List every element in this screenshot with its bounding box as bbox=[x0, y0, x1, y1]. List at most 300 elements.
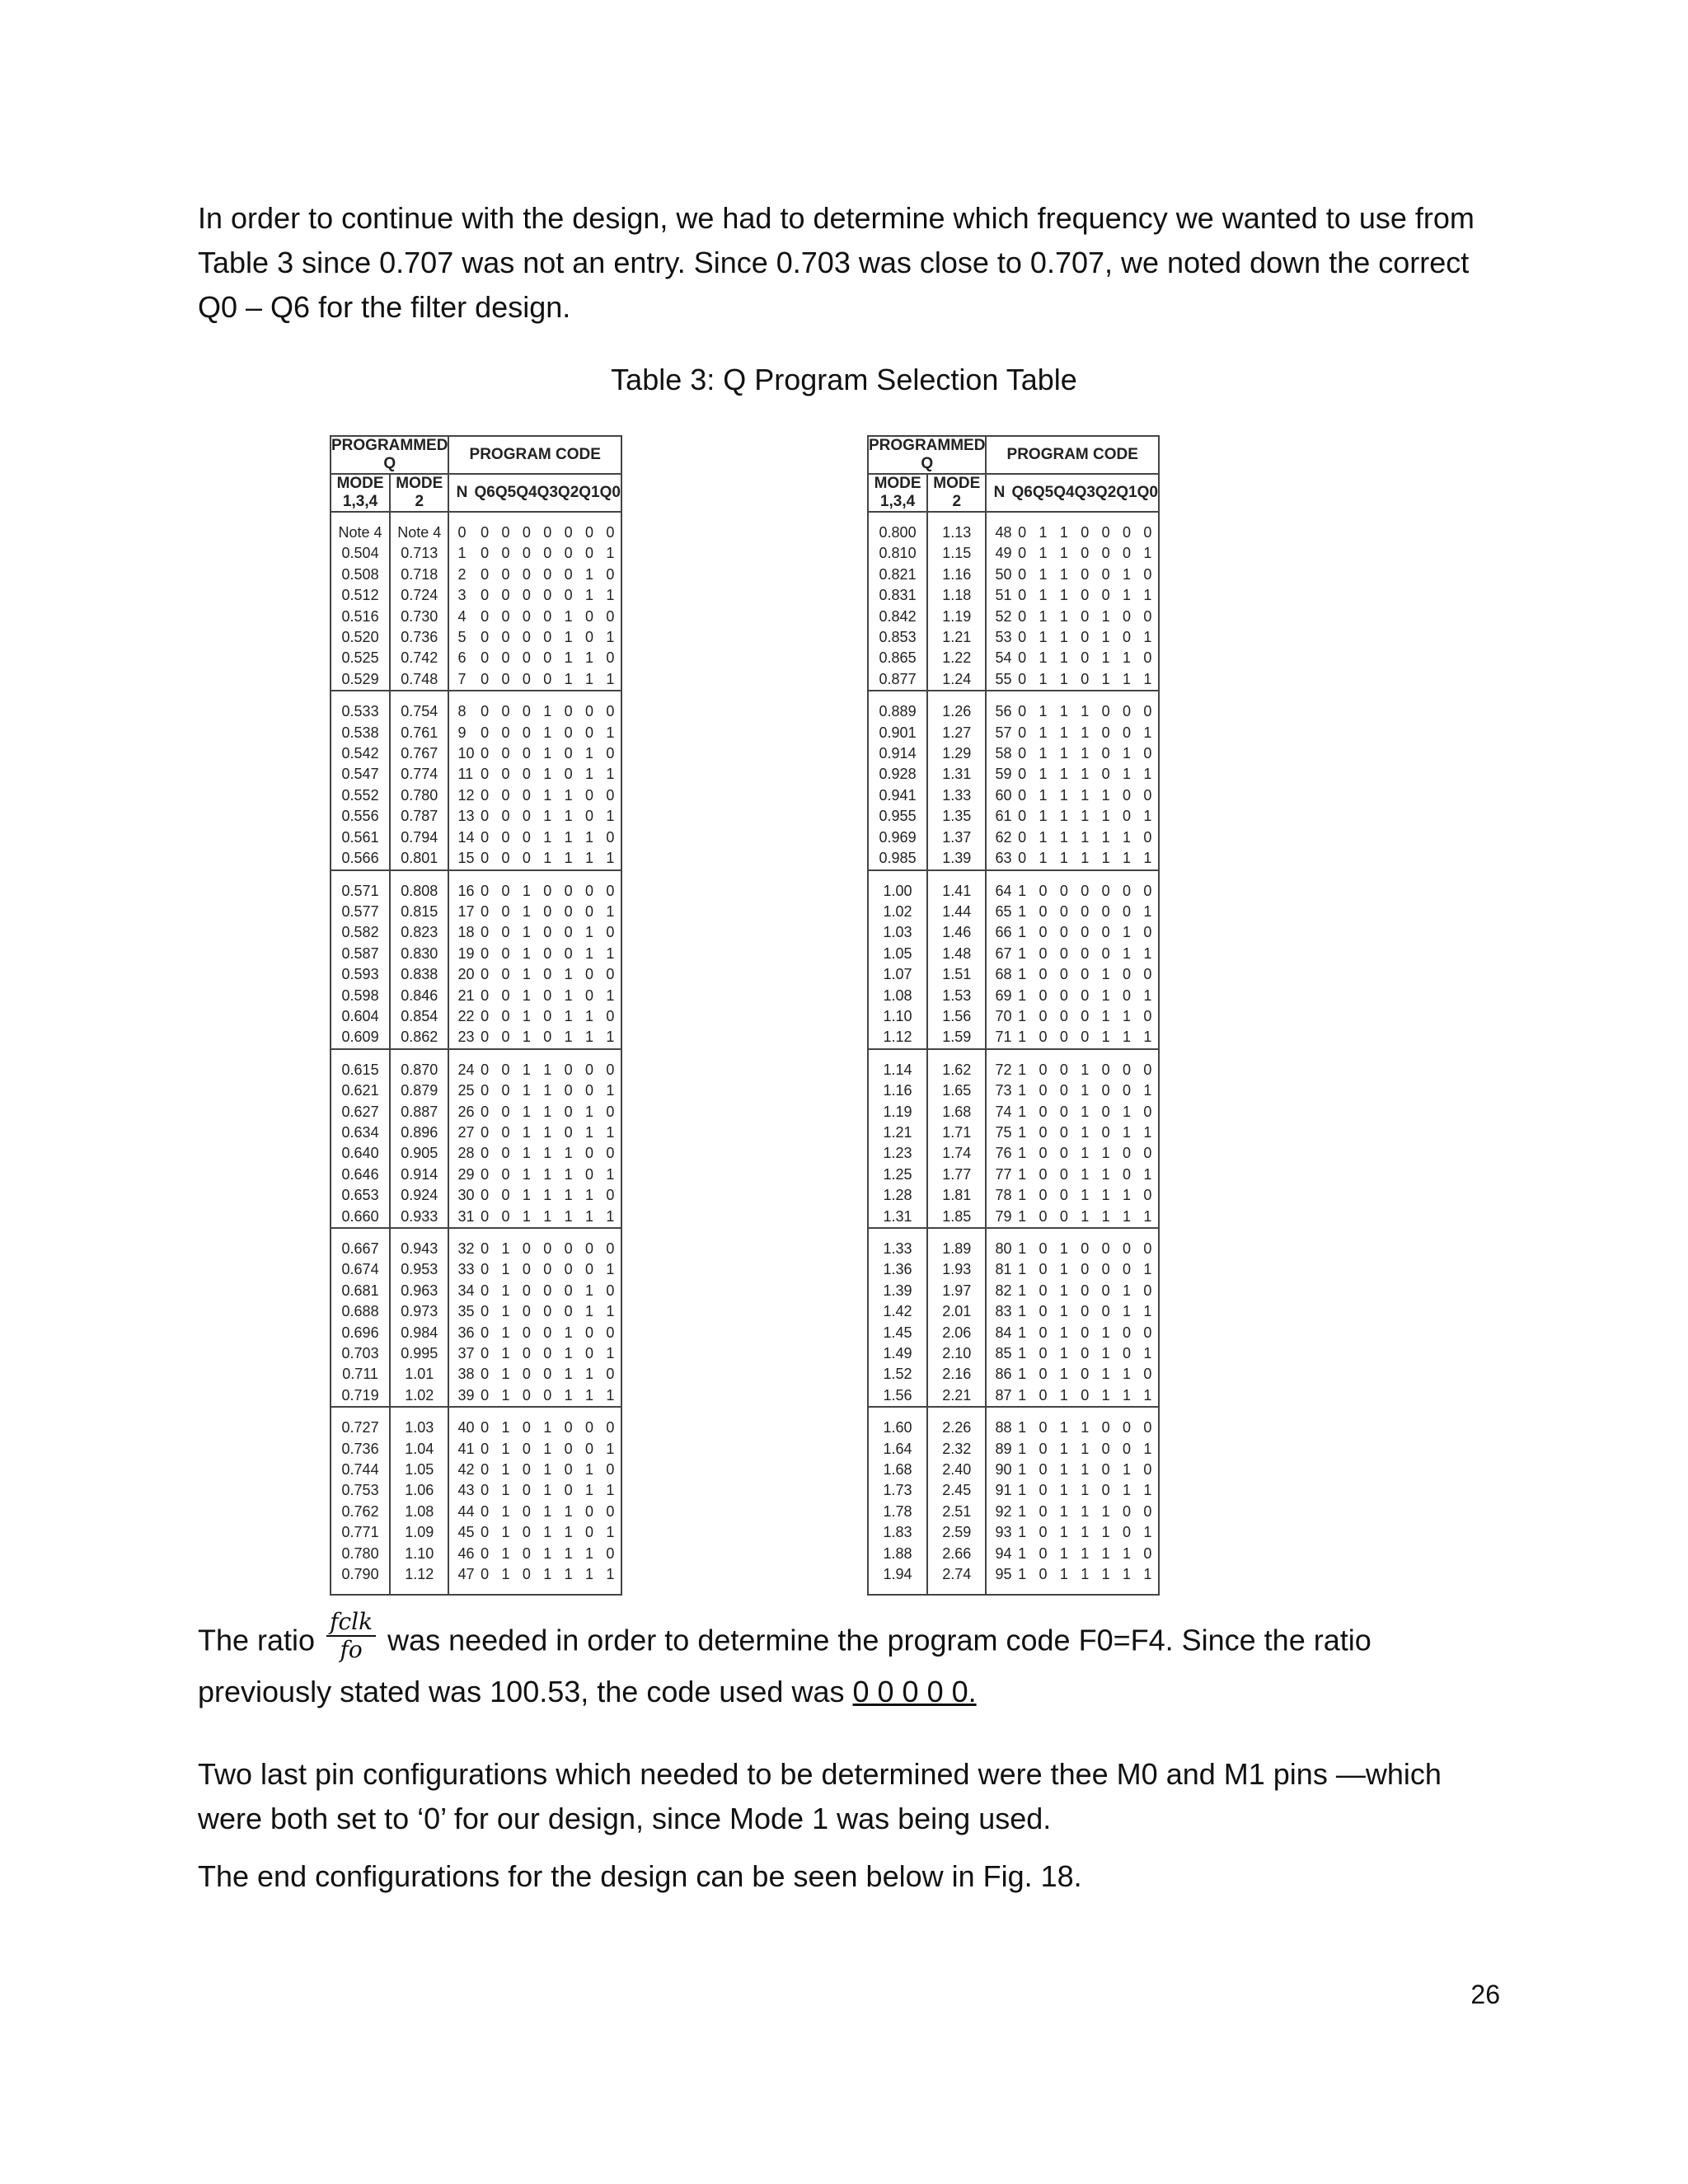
mode2-cell: 0.736 bbox=[390, 627, 448, 648]
q5-bit-cell: 0 bbox=[501, 745, 510, 762]
q6-bit-cell: 1 bbox=[1018, 1345, 1027, 1362]
q3-bit-cell: 0 bbox=[1081, 1303, 1090, 1320]
q4-bit-cell: 0 bbox=[1059, 1187, 1068, 1204]
q0-bit-cell: 1 bbox=[600, 627, 621, 648]
q4-bit-cell: 1 bbox=[522, 1145, 531, 1162]
mode2-cell: 1.62 bbox=[927, 1049, 986, 1080]
mode2-cell: 0.808 bbox=[390, 870, 448, 902]
q3-bit-cell: 1 bbox=[1081, 1187, 1090, 1204]
q4-bit-cell: 1 bbox=[1053, 1407, 1074, 1438]
q1-bit-cell: 0 bbox=[584, 1324, 593, 1341]
q1-bit-cell: 0 bbox=[1122, 1345, 1131, 1362]
n-cell: 71 bbox=[995, 1029, 1012, 1046]
q0-bit-cell: 1 bbox=[600, 764, 621, 785]
table-row bbox=[868, 806, 1159, 827]
q3-bit-cell: 1 bbox=[1081, 1461, 1090, 1479]
mode2-cell: 0.933 bbox=[390, 1207, 448, 1228]
n-cell: 34 bbox=[457, 1282, 475, 1299]
mode2-cell: 2.21 bbox=[927, 1385, 986, 1407]
mode134-cell: 0.865 bbox=[868, 648, 927, 668]
q3-bit-cell: 0 bbox=[543, 649, 552, 667]
n-cell: 15 bbox=[457, 850, 475, 867]
table-row bbox=[868, 848, 1159, 869]
ratio-paragraph bbox=[198, 1608, 1500, 1668]
q3-bit-cell: 1 bbox=[1081, 1207, 1090, 1225]
mode2-cell: 2.32 bbox=[927, 1439, 986, 1460]
q3-bit-cell: 0 bbox=[1081, 649, 1090, 667]
table-row bbox=[331, 1544, 621, 1564]
mode134-cell: 0.955 bbox=[868, 806, 927, 827]
q3-bit-cell: 1 bbox=[543, 1123, 552, 1141]
mode2-cell: 0.761 bbox=[390, 723, 448, 743]
q4-bit-cell: 1 bbox=[1053, 1564, 1074, 1594]
q3-bit-cell: 1 bbox=[1081, 1123, 1090, 1141]
mode2-cell: 0.754 bbox=[390, 691, 448, 722]
mode134-cell: 0.512 bbox=[331, 585, 390, 606]
mode134-cell: 1.14 bbox=[868, 1049, 927, 1080]
mode134-cell: 0.627 bbox=[331, 1102, 390, 1122]
mode2-cell: 0.905 bbox=[390, 1143, 448, 1164]
mode134-cell: 0.985 bbox=[868, 848, 927, 869]
q1-bit-cell: 1 bbox=[1122, 1007, 1131, 1024]
q0-bit-cell: 1 bbox=[600, 543, 621, 564]
mode134-cell: 0.640 bbox=[331, 1143, 390, 1164]
q3-bit-cell: 0 bbox=[1081, 1282, 1090, 1299]
n-cell: 51 bbox=[995, 587, 1012, 604]
q4-bit-cell: 0 bbox=[1059, 987, 1068, 1004]
q0-bit-cell: 1 bbox=[600, 986, 621, 1006]
q1-bit-cell: 1 bbox=[584, 1007, 593, 1024]
q4-bit-cell: 1 bbox=[1059, 766, 1068, 783]
q1-bit-cell: 0 bbox=[584, 1145, 593, 1162]
q4-bit-cell: 1 bbox=[1059, 587, 1068, 604]
mode134-cell: 0.504 bbox=[331, 543, 390, 564]
q6-bit-cell: 0 bbox=[481, 1366, 490, 1383]
q3-bit-cell: 1 bbox=[1081, 766, 1090, 783]
q5-bit-cell: 0 bbox=[1039, 1282, 1048, 1299]
q0-bit-cell: 0 bbox=[1137, 1049, 1159, 1080]
n-cell: 66 bbox=[995, 924, 1012, 941]
table-row bbox=[331, 1027, 621, 1048]
mode134-cell: 0.566 bbox=[331, 848, 390, 869]
q4-bit-cell: 1 bbox=[516, 870, 537, 902]
q4-bit-cell: 1 bbox=[1059, 724, 1068, 741]
q1-bit-cell: 0 bbox=[1122, 987, 1131, 1004]
q4-bit-cell: 0 bbox=[1059, 1029, 1068, 1046]
n-cell: 2 bbox=[457, 565, 467, 583]
table-row bbox=[868, 1228, 1159, 1259]
q3-bit-cell: 1 bbox=[1081, 1165, 1090, 1183]
n-cell: 40 bbox=[448, 1407, 474, 1438]
q3-bit-cell: 1 bbox=[1081, 745, 1090, 762]
q1-bit-cell: 1 bbox=[1122, 745, 1131, 762]
mode2-cell: 1.46 bbox=[927, 922, 986, 943]
q2-bit-cell: 1 bbox=[564, 786, 573, 804]
header-mode2: MODE 2 bbox=[927, 474, 986, 512]
q6-bit-cell: 0 bbox=[1018, 670, 1027, 687]
n-cell: 64 bbox=[986, 870, 1011, 902]
q1-bit-cell: 1 bbox=[584, 924, 593, 941]
q1-bit-cell: 1 bbox=[584, 1544, 593, 1562]
n-cell: 19 bbox=[457, 944, 475, 962]
mode134-cell: 0.646 bbox=[331, 1165, 390, 1185]
mode134-cell: 0.547 bbox=[331, 764, 390, 785]
mode134-cell: 1.10 bbox=[868, 1006, 927, 1027]
q2-bit-cell: 0 bbox=[564, 766, 573, 783]
q5-bit-cell: 0 bbox=[501, 1187, 510, 1204]
n-cell: 73 bbox=[995, 1082, 1012, 1099]
q1-bit-cell: 1 bbox=[1122, 828, 1131, 846]
q4-bit-cell: 0 bbox=[522, 607, 531, 625]
q5-bit-cell: 0 bbox=[501, 670, 510, 687]
q4-bit-cell: 0 bbox=[1059, 924, 1068, 941]
q4-bit-cell: 1 bbox=[1059, 850, 1068, 867]
q3-bit-cell: 0 bbox=[1081, 902, 1090, 920]
q5-bit-cell: 0 bbox=[1039, 1440, 1048, 1457]
n-cell: 33 bbox=[457, 1261, 475, 1278]
q6-bit-cell: 0 bbox=[481, 1145, 490, 1162]
table-row bbox=[331, 1301, 621, 1322]
n-cell: 92 bbox=[995, 1502, 1012, 1520]
q2-bit-cell: 0 bbox=[558, 1049, 579, 1080]
q6-bit-cell: 0 bbox=[481, 1440, 490, 1457]
q1-bit-cell: 0 bbox=[584, 629, 593, 646]
q5-bit-cell: 0 bbox=[1039, 966, 1048, 983]
q4-bit-cell: 0 bbox=[1059, 1082, 1068, 1099]
mode134-cell: 0.525 bbox=[331, 648, 390, 668]
q2-bit-cell: 0 bbox=[1101, 1440, 1110, 1457]
table-row bbox=[868, 1544, 1159, 1564]
q0-bit-cell: 0 bbox=[600, 1049, 621, 1080]
table-row bbox=[868, 1006, 1159, 1027]
table-row bbox=[868, 1080, 1159, 1101]
q6-bit-cell: 1 bbox=[1018, 924, 1027, 941]
q6-bit-cell: 1 bbox=[1018, 1524, 1027, 1541]
q4-bit-cell: 0 bbox=[1059, 1007, 1068, 1024]
q6-bit-cell: 1 bbox=[1018, 1261, 1027, 1278]
q3-bit-cell: 0 bbox=[1081, 987, 1090, 1004]
q4-bit-cell: 0 bbox=[1053, 870, 1074, 902]
mode134-cell: 0.877 bbox=[868, 669, 927, 691]
n-cell: 81 bbox=[995, 1261, 1012, 1278]
q1-bit-cell: 0 bbox=[1116, 691, 1137, 722]
q3-bit-cell: 1 bbox=[543, 1145, 552, 1162]
table-row bbox=[868, 1301, 1159, 1322]
mode134-cell: 1.16 bbox=[868, 1080, 927, 1101]
q2-bit-cell: 1 bbox=[1101, 1165, 1110, 1183]
q5-bit-cell: 0 bbox=[1039, 1029, 1048, 1046]
q5-bit-cell: 1 bbox=[501, 1461, 510, 1479]
mode2-cell: 1.10 bbox=[390, 1544, 448, 1564]
q1-bit-cell: 0 bbox=[584, 1502, 593, 1520]
mode134-cell: 1.03 bbox=[868, 922, 927, 943]
mode2-cell: 2.74 bbox=[927, 1564, 986, 1594]
q6-bit-cell: 1 bbox=[1018, 1366, 1027, 1383]
q5-bit-cell: 0 bbox=[1039, 1007, 1048, 1024]
table-row bbox=[331, 806, 621, 827]
q1-bit-cell: 1 bbox=[1122, 1303, 1131, 1320]
q3-bit-cell: 1 bbox=[543, 850, 552, 867]
table-row bbox=[331, 1207, 621, 1228]
q5-bit-cell: 1 bbox=[501, 1345, 510, 1362]
mode2-cell: 0.815 bbox=[390, 902, 448, 922]
q5-bit-cell: 0 bbox=[1039, 1386, 1048, 1404]
q2-bit-cell: 0 bbox=[1101, 745, 1110, 762]
q3-bit-cell: 1 bbox=[543, 1524, 552, 1541]
q5-bit-cell: 0 bbox=[501, 1029, 510, 1046]
q3-bit-cell: 0 bbox=[537, 870, 558, 902]
q0-bit-cell: 0 bbox=[1137, 1544, 1159, 1564]
q2-bit-cell: 1 bbox=[564, 1544, 573, 1562]
q1-bit-cell: 0 bbox=[1122, 1165, 1131, 1183]
q2-bit-cell: 0 bbox=[564, 944, 573, 962]
q6-bit-cell: 0 bbox=[1018, 808, 1027, 825]
q0-bit-cell: 1 bbox=[600, 1259, 621, 1280]
q1-bit-cell: 1 bbox=[584, 766, 593, 783]
mode134-cell: 0.928 bbox=[868, 764, 927, 785]
q3-bit-cell: 1 bbox=[543, 1165, 552, 1183]
q4-bit-cell: 1 bbox=[1059, 745, 1068, 762]
q2-bit-cell: 0 bbox=[1101, 587, 1110, 604]
q4-bit-cell: 1 bbox=[522, 1029, 531, 1046]
header-n: N bbox=[448, 474, 474, 512]
q5-bit-cell: 1 bbox=[501, 1482, 510, 1499]
q2-bit-cell: 1 bbox=[564, 1187, 573, 1204]
q1-bit-cell: 0 bbox=[584, 1165, 593, 1183]
q5-bit-cell: 0 bbox=[501, 987, 510, 1004]
n-cell: 69 bbox=[995, 987, 1012, 1004]
q1-bit-cell: 0 bbox=[1122, 1145, 1131, 1162]
q6-bit-cell: 1 bbox=[1018, 1282, 1027, 1299]
q2-bit-cell: 0 bbox=[1101, 1482, 1110, 1499]
mode134-cell: 0.719 bbox=[331, 1385, 390, 1407]
table-row bbox=[331, 1480, 621, 1501]
q3-bit-cell: 1 bbox=[1081, 1502, 1090, 1520]
n-cell: 52 bbox=[995, 607, 1012, 625]
q1-bit-cell: 1 bbox=[1122, 1207, 1131, 1225]
n-cell: 82 bbox=[995, 1282, 1012, 1299]
q4-bit-cell: 0 bbox=[516, 1407, 537, 1438]
mode2-cell: 0.794 bbox=[390, 827, 448, 848]
table-row bbox=[331, 723, 621, 743]
mode2-cell: 1.16 bbox=[927, 565, 986, 585]
q6-bit-cell: 1 bbox=[1018, 1165, 1027, 1183]
mode134-cell: 0.736 bbox=[331, 1439, 390, 1460]
q2-bit-cell: 0 bbox=[1095, 691, 1116, 722]
q2-bit-cell: 0 bbox=[1095, 512, 1116, 543]
mode2-cell: 2.01 bbox=[927, 1301, 986, 1322]
q1-bit-cell: 1 bbox=[1122, 944, 1131, 962]
table-row bbox=[868, 1407, 1159, 1438]
mode2-cell: 0.713 bbox=[390, 543, 448, 564]
n-cell: 89 bbox=[995, 1440, 1012, 1457]
q5-bit-cell: 1 bbox=[1039, 724, 1048, 741]
table-row bbox=[868, 870, 1159, 902]
q1-bit-cell: 1 bbox=[584, 850, 593, 867]
mode134-cell: 1.64 bbox=[868, 1439, 927, 1460]
q3-bit-cell: 0 bbox=[1081, 1029, 1090, 1046]
mode134-cell: 0.604 bbox=[331, 1006, 390, 1027]
mode2-cell: 0.823 bbox=[390, 922, 448, 943]
q0-bit-cell: 0 bbox=[600, 648, 621, 668]
mode2-cell: 1.93 bbox=[927, 1259, 986, 1280]
q5-bit-cell: 0 bbox=[1039, 1324, 1048, 1341]
q1-bit-cell: 0 bbox=[584, 902, 593, 920]
q4-bit-cell: 1 bbox=[522, 1123, 531, 1141]
n-cell: 84 bbox=[995, 1324, 1012, 1341]
intro-paragraph: In order to continue with the design, we had to determine which frequency we wanted to use from Table 3 since 0.707 was not an entry. Since 0.703 was close to 0.707, we noted down the correct Q0 – Q6 for the filter design. bbox=[198, 201, 1475, 324]
q6-bit-cell: 0 bbox=[481, 786, 490, 804]
table-row bbox=[331, 986, 621, 1006]
table-row bbox=[331, 1407, 621, 1438]
q6-bit-cell: 0 bbox=[481, 1324, 490, 1341]
q4-bit-cell: 0 bbox=[1059, 1207, 1068, 1225]
q0-bit-cell: 1 bbox=[1137, 848, 1159, 869]
q6-bit-cell: 0 bbox=[481, 1282, 490, 1299]
q6-bit-cell: 0 bbox=[474, 1407, 495, 1438]
q2-bit-cell: 0 bbox=[564, 902, 573, 920]
mode134-cell: 1.08 bbox=[868, 986, 927, 1006]
q0-bit-cell: 0 bbox=[1137, 1460, 1159, 1480]
header-q0: Q0 bbox=[600, 474, 621, 512]
q6-bit-cell: 0 bbox=[474, 870, 495, 902]
mode134-cell: 0.674 bbox=[331, 1259, 390, 1280]
q4-bit-cell: 0 bbox=[522, 629, 531, 646]
q1-bit-cell: 0 bbox=[584, 966, 593, 983]
table-row bbox=[868, 1480, 1159, 1501]
q3-bit-cell: 1 bbox=[537, 1049, 558, 1080]
mode2-cell: 0.854 bbox=[390, 1006, 448, 1027]
q0-bit-cell: 1 bbox=[600, 585, 621, 606]
table-row bbox=[868, 691, 1159, 722]
q6-bit-cell: 1 bbox=[1018, 1502, 1027, 1520]
n-cell: 27 bbox=[457, 1123, 475, 1141]
q0-bit-cell: 0 bbox=[1137, 1364, 1159, 1385]
q0-bit-cell: 1 bbox=[1137, 806, 1159, 827]
mode2-cell: 0.846 bbox=[390, 986, 448, 1006]
q6-bit-cell: 0 bbox=[1018, 745, 1027, 762]
q0-bit-cell: 0 bbox=[600, 1281, 621, 1301]
q6-bit-cell: 0 bbox=[481, 902, 490, 920]
q2-bit-cell: 1 bbox=[1101, 987, 1110, 1004]
n-cell: 17 bbox=[457, 902, 475, 920]
mode134-cell: 0.842 bbox=[868, 607, 927, 627]
q1-bit-cell: 1 bbox=[579, 1564, 599, 1594]
q1-bit-cell: 1 bbox=[584, 670, 593, 687]
mode134-cell: 0.516 bbox=[331, 607, 390, 627]
q0-bit-cell: 0 bbox=[600, 827, 621, 848]
q0-bit-cell: 0 bbox=[1137, 565, 1159, 585]
mode134-cell: 0.688 bbox=[331, 1301, 390, 1322]
n-cell: 76 bbox=[995, 1145, 1012, 1162]
mode134-cell: 1.56 bbox=[868, 1385, 927, 1407]
mode2-cell: 1.65 bbox=[927, 1080, 986, 1101]
q6-bit-cell: 0 bbox=[1018, 649, 1027, 667]
q6-bit-cell: 0 bbox=[481, 828, 490, 846]
table-row bbox=[868, 627, 1159, 648]
mode134-cell: 0.621 bbox=[331, 1080, 390, 1101]
q1-bit-cell: 1 bbox=[1122, 924, 1131, 941]
q0-bit-cell: 0 bbox=[600, 1228, 621, 1259]
q5-bit-cell: 1 bbox=[495, 1564, 516, 1594]
q4-bit-cell: 1 bbox=[1059, 1386, 1068, 1404]
mode2-cell: 1.12 bbox=[390, 1564, 448, 1594]
q3-bit-cell: 0 bbox=[543, 987, 552, 1004]
q2-bit-cell: 0 bbox=[564, 1103, 573, 1120]
q4-bit-cell: 0 bbox=[522, 745, 531, 762]
n-cell: 13 bbox=[457, 808, 475, 825]
q0-bit-cell: 0 bbox=[600, 1502, 621, 1522]
q4-bit-cell: 1 bbox=[522, 966, 531, 983]
mode134-cell: 1.83 bbox=[868, 1522, 927, 1543]
q2-bit-cell: 1 bbox=[1101, 607, 1110, 625]
q3-bit-cell: 0 bbox=[543, 1345, 552, 1362]
q3-bit-cell: 0 bbox=[537, 512, 558, 543]
q2-bit-cell: 1 bbox=[1101, 1145, 1110, 1162]
n-cell: 35 bbox=[457, 1303, 475, 1320]
q6-bit-cell: 1 bbox=[1018, 1461, 1027, 1479]
n-cell: 75 bbox=[995, 1123, 1012, 1141]
q4-bit-cell: 1 bbox=[1059, 670, 1068, 687]
q6-bit-cell: 1 bbox=[1018, 1440, 1027, 1457]
q2-bit-cell: 1 bbox=[1101, 1345, 1110, 1362]
mode134-cell: 1.21 bbox=[868, 1122, 927, 1143]
n-cell: 57 bbox=[995, 724, 1012, 741]
n-cell: 8 bbox=[448, 691, 474, 722]
n-cell: 90 bbox=[995, 1461, 1012, 1479]
mode2-cell: 1.22 bbox=[927, 648, 986, 668]
q1-bit-cell: 0 bbox=[584, 545, 593, 562]
q5-bit-cell: 0 bbox=[1039, 1261, 1048, 1278]
q6-bit-cell: 1 bbox=[1018, 1187, 1027, 1204]
q1-bit-cell: 0 bbox=[584, 786, 593, 804]
mode134-cell: 1.23 bbox=[868, 1143, 927, 1164]
q2-bit-cell: 1 bbox=[1101, 1187, 1110, 1204]
q1-bit-cell: 1 bbox=[1122, 565, 1131, 583]
q1-bit-cell: 0 bbox=[579, 1049, 599, 1080]
mode2-cell: 1.09 bbox=[390, 1522, 448, 1543]
q0-bit-cell: 1 bbox=[1137, 723, 1159, 743]
mode134-cell: 0.552 bbox=[331, 785, 390, 806]
q0-bit-cell: 0 bbox=[600, 1460, 621, 1480]
table-row bbox=[331, 902, 621, 922]
q3-bit-cell: 0 bbox=[1081, 944, 1090, 962]
q3-bit-cell: 1 bbox=[543, 1544, 552, 1562]
n-cell: 39 bbox=[457, 1386, 475, 1404]
q6-bit-cell: 1 bbox=[1018, 1324, 1027, 1341]
q6-bit-cell: 0 bbox=[481, 1007, 490, 1024]
q0-bit-cell: 0 bbox=[600, 785, 621, 806]
q0-bit-cell: 0 bbox=[600, 1185, 621, 1206]
q0-bit-cell: 0 bbox=[1137, 1006, 1159, 1027]
q1-bit-cell: 1 bbox=[584, 1282, 593, 1299]
q0-bit-cell: 1 bbox=[1137, 1480, 1159, 1501]
mode2-cell: 1.05 bbox=[390, 1460, 448, 1480]
table-row bbox=[331, 870, 621, 902]
q4-bit-cell: 0 bbox=[522, 828, 531, 846]
q4-bit-cell: 1 bbox=[522, 924, 531, 941]
mode134-cell: 1.94 bbox=[868, 1564, 927, 1594]
q1-bit-cell: 1 bbox=[584, 1386, 593, 1404]
q5-bit-cell: 0 bbox=[501, 902, 510, 920]
n-cell: 58 bbox=[995, 745, 1012, 762]
q6-bit-cell: 1 bbox=[1018, 944, 1027, 962]
q6-bit-cell: 0 bbox=[481, 545, 490, 562]
mode2-cell: 1.74 bbox=[927, 1143, 986, 1164]
table-row bbox=[868, 669, 1159, 691]
q0-bit-cell: 1 bbox=[1137, 944, 1159, 964]
q2-bit-cell: 0 bbox=[564, 587, 573, 604]
